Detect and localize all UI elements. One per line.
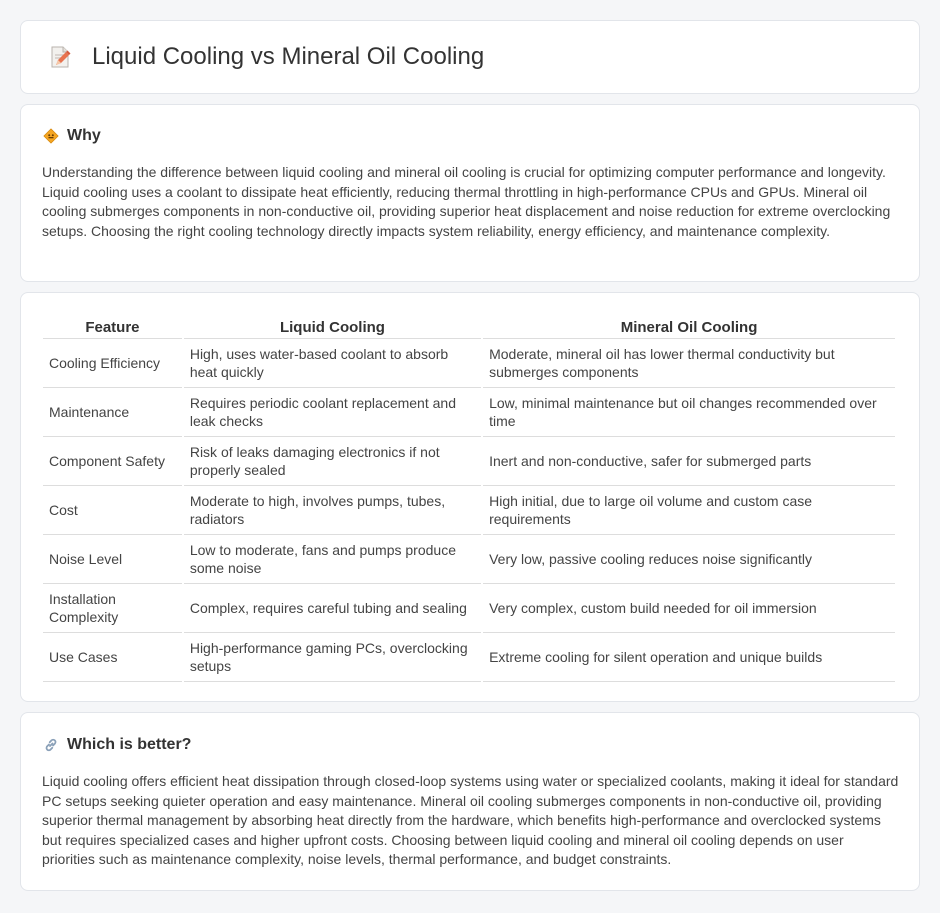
table-cell: Low, minimal maintenance but oil changes recommended over time bbox=[483, 388, 895, 437]
page-title: Liquid Cooling vs Mineral Oil Cooling bbox=[92, 43, 485, 70]
table-row bbox=[43, 535, 895, 584]
table-row bbox=[43, 633, 895, 682]
table-cell: Low to moderate, fans and pumps produce some noise bbox=[184, 535, 481, 584]
table-cell: High, uses water-based coolant to absorb heat quickly bbox=[184, 339, 481, 388]
table-cell: Risk of leaks damaging electronics if not properly sealed bbox=[184, 437, 481, 486]
column-header: Liquid Cooling bbox=[184, 313, 481, 339]
table-cell: Very complex, custom build needed for oil immersion bbox=[483, 584, 895, 633]
table-cell: Noise Level bbox=[43, 535, 182, 584]
table-row bbox=[43, 584, 895, 633]
why-heading bbox=[42, 127, 899, 145]
table-cell: High-performance gaming PCs, overclocking setups bbox=[184, 633, 481, 682]
table-row bbox=[43, 339, 895, 388]
table-row bbox=[43, 437, 895, 486]
table-cell: Very low, passive cooling reduces noise significantly bbox=[483, 535, 895, 584]
document-pencil-icon bbox=[46, 43, 74, 71]
better-heading bbox=[42, 736, 899, 754]
which-is-better-section bbox=[20, 712, 920, 891]
table-cell: Cooling Efficiency bbox=[43, 339, 182, 388]
table-cell: Component Safety bbox=[43, 437, 182, 486]
table-cell: Maintenance bbox=[43, 388, 182, 437]
table-cell: Requires periodic coolant replacement and leak checks bbox=[184, 388, 481, 437]
table-row bbox=[43, 388, 895, 437]
why-section bbox=[20, 104, 920, 282]
diamond-sign-icon bbox=[42, 127, 60, 145]
comparison-table-card bbox=[20, 292, 920, 702]
why-heading-text: Why bbox=[67, 127, 101, 144]
better-heading-text: Which is better? bbox=[67, 736, 192, 753]
column-header: Feature bbox=[43, 313, 182, 339]
comparison-table bbox=[41, 313, 897, 682]
header-card bbox=[20, 20, 920, 94]
table-cell: Cost bbox=[43, 486, 182, 535]
table-cell: Extreme cooling for silent operation and unique builds bbox=[483, 633, 895, 682]
table-cell: Use Cases bbox=[43, 633, 182, 682]
table-cell: High initial, due to large oil volume and custom case requirements bbox=[483, 486, 895, 535]
why-paragraph: Understanding the difference between liquid cooling and mineral oil cooling is crucial for optimizing computer performance and longevity. Liquid cooling uses a coolant to dissipate heat efficiently, reducing thermal throttling in high-performance CPUs and GPUs. Mineral oil cooling submerges components in non-conductive oil, providing superior heat displacement and noise reduction for extreme overclocking setups. Choosing the right cooling technology directly impacts system reliability, energy efficiency, and maintenance complexity. bbox=[42, 164, 891, 239]
table-cell: Installation Complexity bbox=[43, 584, 182, 633]
link-icon bbox=[42, 736, 60, 754]
table-header-row bbox=[43, 313, 895, 339]
better-paragraph: Liquid cooling offers efficient heat dissipation through closed-loop systems using water or specialized coolants, making it ideal for standard PC setups seeking quieter operation and easy maintenance. Mineral oil cooling submerges components in non-conductive oil, providing superior thermal management by absorbing heat directly from the hardware, which benefits high-performance and overclocked systems but requires specialized cases and higher upfront costs. Choosing between liquid cooling and mineral oil cooling depends on user priorities such as maintenance complexity, noise levels, thermal performance, and budget constraints. bbox=[42, 773, 899, 868]
table-row bbox=[43, 486, 895, 535]
table-cell: Inert and non-conductive, safer for submerged parts bbox=[483, 437, 895, 486]
column-header: Mineral Oil Cooling bbox=[483, 313, 895, 339]
table-cell: Moderate, mineral oil has lower thermal conductivity but submerges components bbox=[483, 339, 895, 388]
table-cell: Moderate to high, involves pumps, tubes, radiators bbox=[184, 486, 481, 535]
table-cell: Complex, requires careful tubing and sealing bbox=[184, 584, 481, 633]
